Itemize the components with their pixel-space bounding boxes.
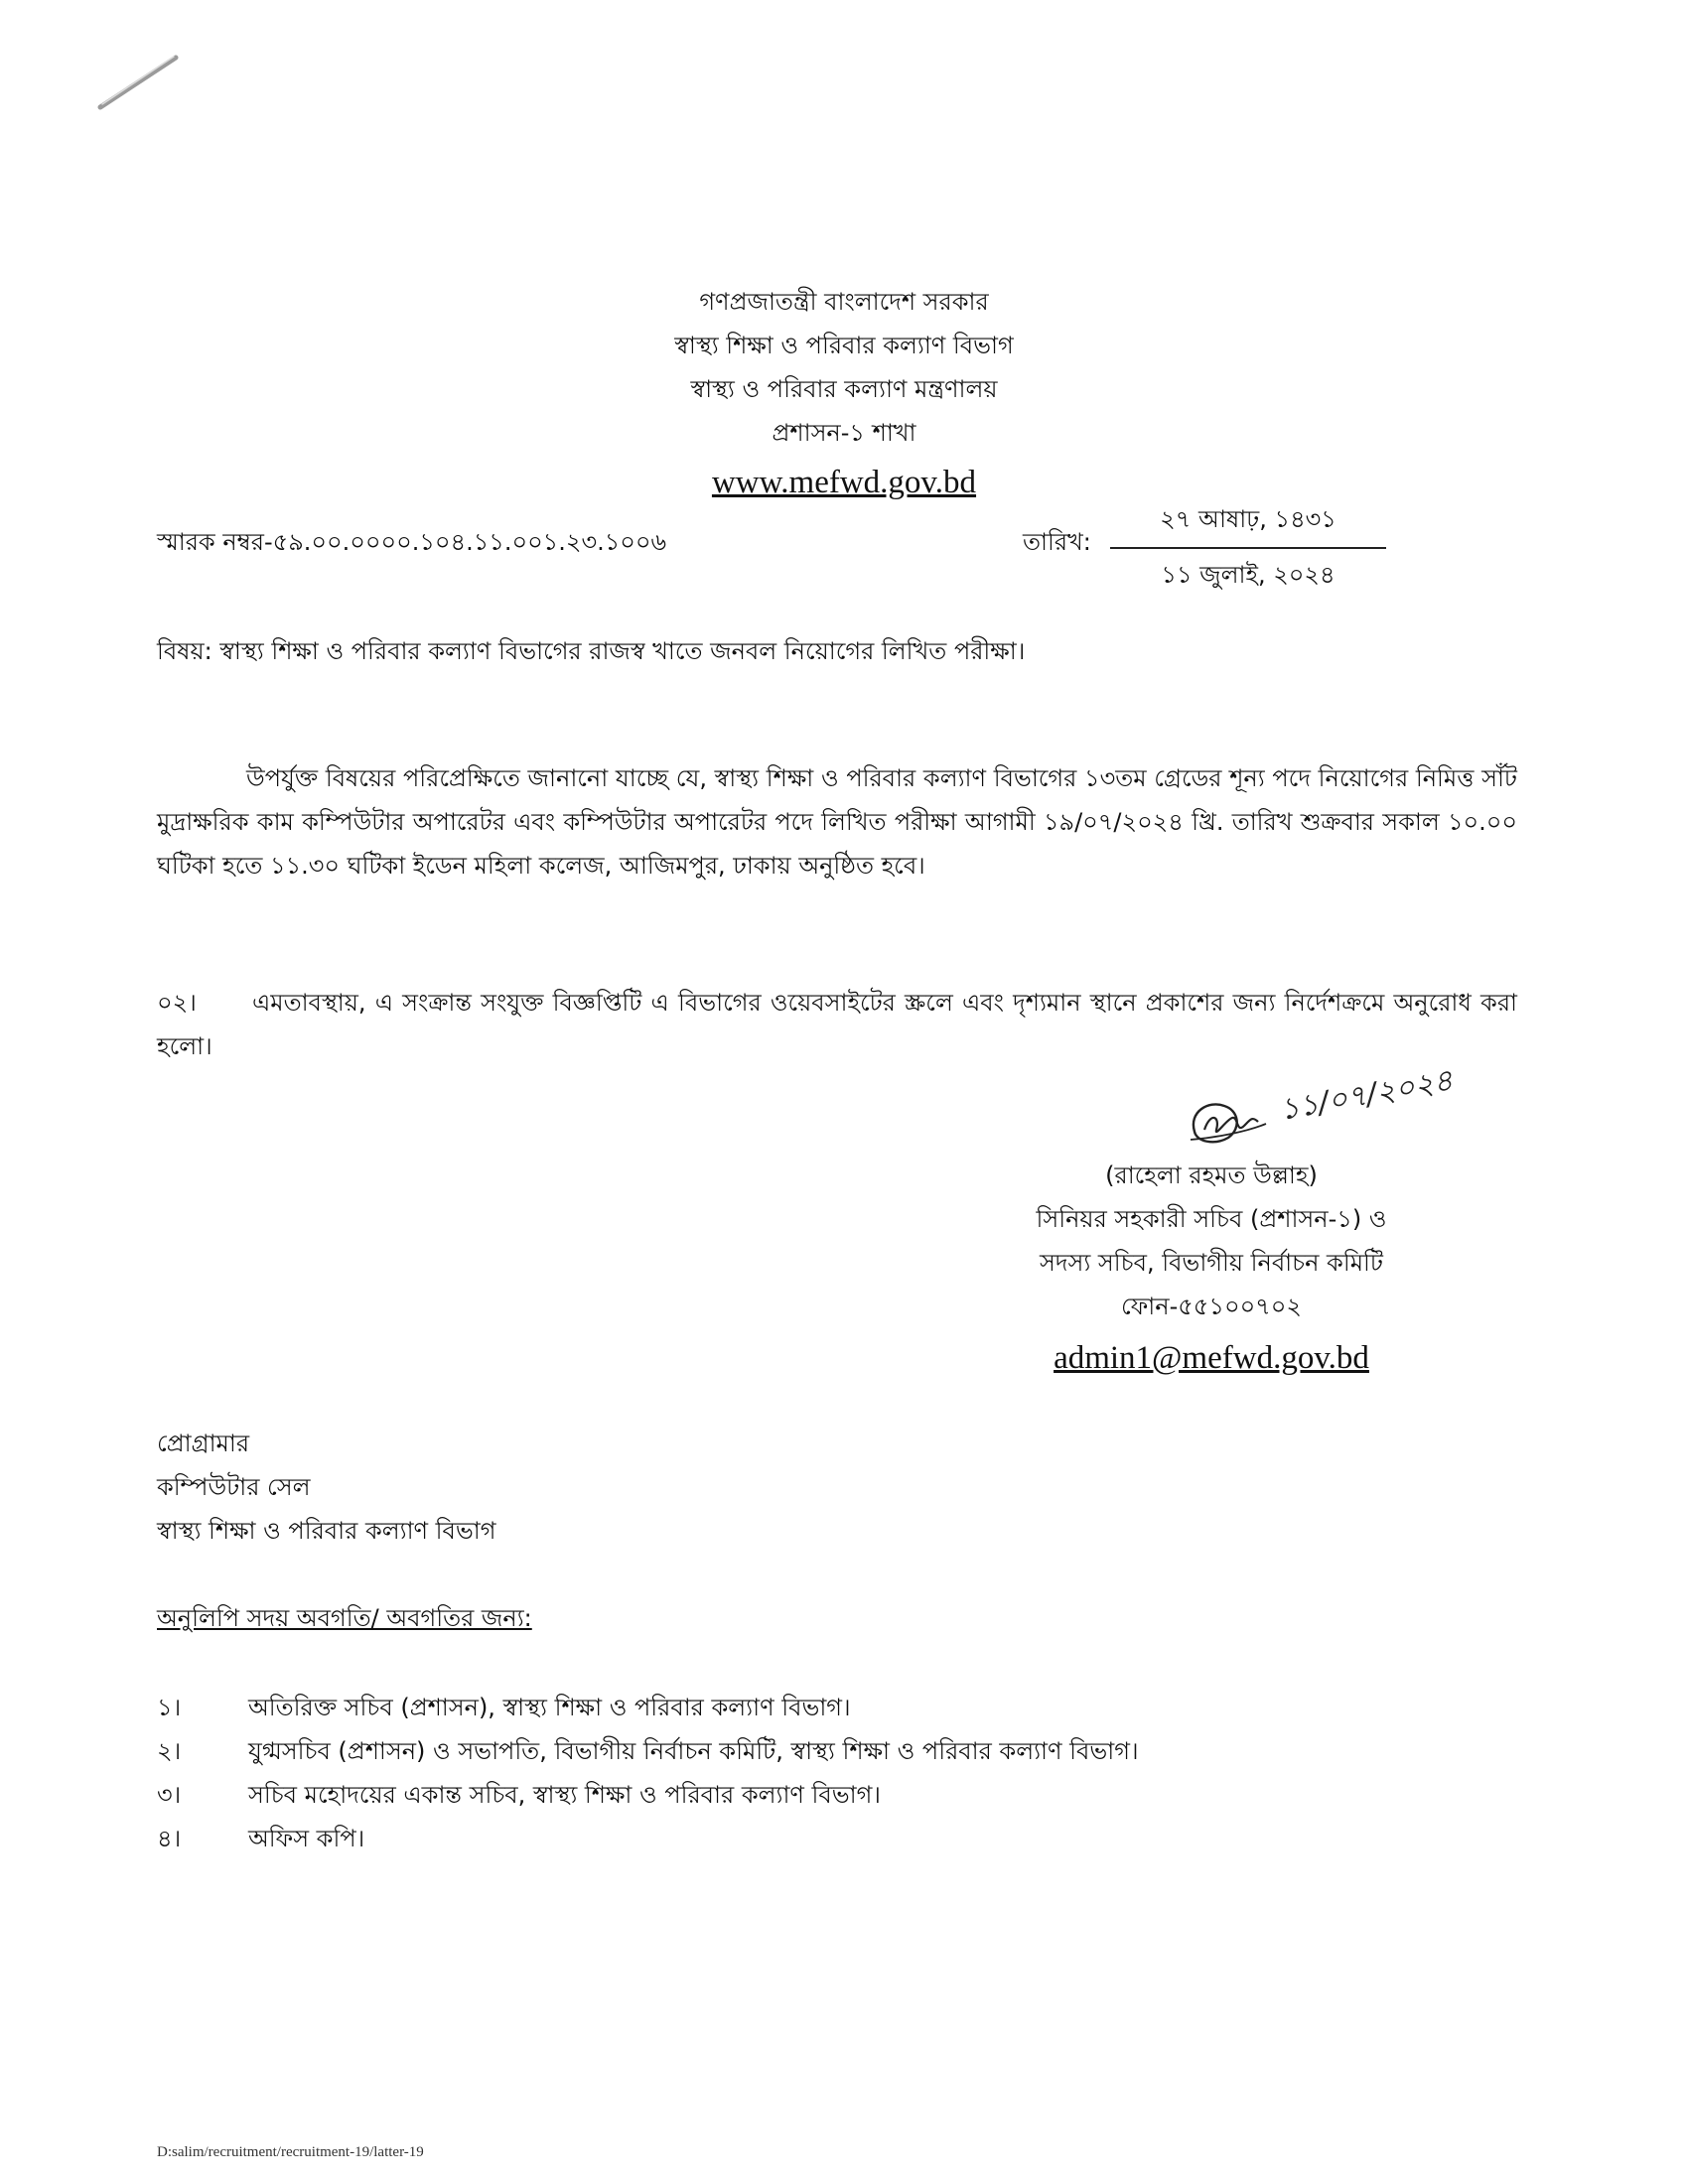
list-item-text: অতিরিক্ত সচিব (প্রশাসন), স্বাস্থ্য শিক্ষা ও পরিবার কল্যাণ বিভাগ।: [248, 1694, 851, 1721]
copy-list: [157, 1686, 1547, 1860]
list-item-text: যুগ্মসচিব (প্রশাসন) ও সভাপতি, বিভাগীয় নির্বাচন কমিটি, স্বাস্থ্য শিক্ষা ও পরিবার কল্যাণ বিভাগ।: [248, 1737, 1139, 1765]
signatory-name: (রাহেলা রহমত উল্লাহ): [1105, 1161, 1318, 1189]
handwritten-signature: [1187, 1050, 1484, 1160]
list-item-text: অফিস কপি।: [248, 1825, 365, 1852]
header-branch: প্রশাসন-১ শাখা: [772, 419, 916, 447]
letter-header: [0, 280, 1688, 506]
memo-number: স্মারক নম্বর-৫৯.০০.০০০০.১০৪.১১.০০১.২৩.১০০৬: [157, 528, 667, 556]
recipient-line-1: প্রোগ্রামার: [157, 1430, 250, 1457]
list-item-number: ১।: [157, 1694, 182, 1721]
signatory-block: [953, 1154, 1470, 1382]
paragraph-number: ০২।: [157, 989, 197, 1017]
header-ministry: স্বাস্থ্য ও পরিবার কল্যাণ মন্ত্রণালয়: [690, 375, 998, 403]
recipient-line-3: স্বাস্থ্য শিক্ষা ও পরিবার কল্যাণ বিভাগ: [157, 1517, 496, 1545]
list-item: [157, 1773, 1547, 1817]
recipient-line-2: কম্পিউটার সেল: [157, 1473, 311, 1501]
list-item-number: ২।: [157, 1737, 182, 1765]
signatory-title-1: সিনিয়র সহকারী সচিব (প্রশাসন-১) ও: [1036, 1205, 1387, 1233]
list-item-number: ৪।: [157, 1825, 182, 1852]
paragraph-text: এমতাবস্থায়, এ সংক্রান্ত সংযুক্ত বিজ্ঞপ্তিটি এ বিভাগের ওয়েবসাইটের স্ক্রলে এবং দৃশ্যমান স্থানে প্রকাশের জন্য নির্দেশক্রমে অনুরোধ করা হলো।: [157, 989, 1517, 1060]
header-division: স্বাস্থ্য শিক্ষা ও পরিবার কল্যাণ বিভাগ: [674, 332, 1014, 359]
pen-mark: [94, 52, 184, 113]
footer-file-path: D:salim/recruitment/recruitment-19/latter-19: [157, 2144, 424, 2160]
copy-title: অনুলিপি সদয় অবগতি/ অবগতির জন্য:: [157, 1604, 532, 1632]
list-item: [157, 1686, 1547, 1729]
list-item-text: সচিব মহোদয়ের একান্ত সচিব, স্বাস্থ্য শিক্ষা ও পরিবার কল্যাণ বিভাগ।: [248, 1781, 881, 1809]
recipient-block: [157, 1422, 495, 1553]
list-item-number: ৩।: [157, 1781, 182, 1809]
date-block: [1110, 501, 1386, 597]
signatory-title-2: সদস্য সচিব, বিভাগীয় নির্বাচন কমিটি: [1040, 1249, 1383, 1277]
date-english: ১১ জুলাই, ২০২৪: [1161, 561, 1336, 589]
date-bangla: ২৭ আষাঢ়, ১৪৩১: [1110, 501, 1386, 549]
body-paragraph-1: উপর্যুক্ত বিষয়ের পরিপ্রেক্ষিতে জানানো যাচ্ছে যে, স্বাস্থ্য শিক্ষা ও পরিবার কল্যাণ বিভাগের ১৩তম গ্রেডের শূন্য পদে নিয়োগের নিমিত্ত সাঁট মুদ্রাক্ষরিক কাম কম্পিউটার অপারেটর এবং কম্পিউটার অপারেটর পদে লিখিত পরীক্ষা আগামী ১৯/০৭/২০২৪ খ্রি. তারিখ শুক্রবার সকাল ১০.০০ ঘটিকা হতে ১১.৩০ ঘটিকা ইডেন মহিলা কলেজ, আজিমপুর, ঢাকায় অনুষ্ঠিত হবে।: [157, 764, 1517, 880]
list-item: [157, 1729, 1547, 1773]
signatory-email[interactable]: admin1@mefwd.gov.bd: [1054, 1340, 1369, 1376]
signature-date: ১১/০৭/২০২৪: [1277, 1062, 1456, 1128]
subject-line: বিষয়: স্বাস্থ্য শিক্ষা ও পরিবার কল্যাণ বিভাগের রাজস্ব খাতে জনবল নিয়োগের লিখিত পরীক্ষা।: [157, 637, 1026, 665]
website-link[interactable]: www.mefwd.gov.bd: [711, 465, 977, 500]
date-label: তারিখ:: [1023, 528, 1091, 556]
list-item: [157, 1817, 1547, 1860]
signatory-phone: ফোন-৫৫১০০৭০২: [1121, 1293, 1302, 1320]
header-government: গণপ্রজাতন্ত্রী বাংলাদেশ সরকার: [699, 288, 989, 316]
